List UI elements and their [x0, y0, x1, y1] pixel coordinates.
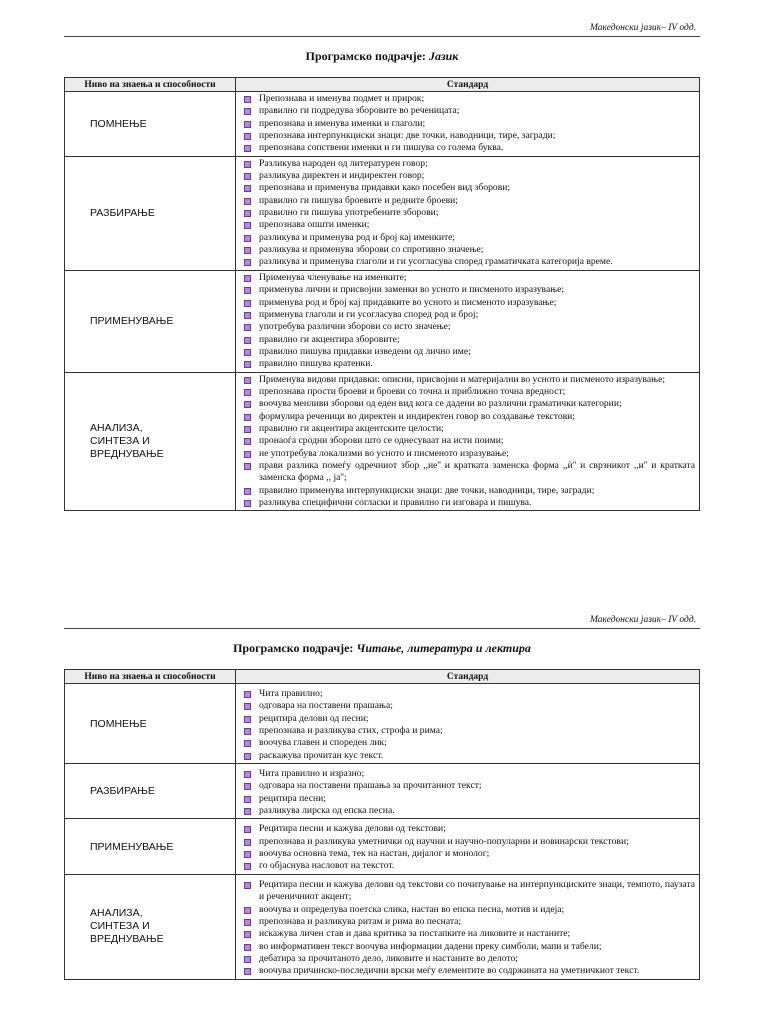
running-header: Македонски јазик– IV одд.	[590, 615, 696, 625]
bullet-icon	[244, 463, 251, 470]
standard-list	[242, 93, 695, 155]
bullet-icon	[244, 826, 251, 833]
bullet-icon	[244, 198, 251, 205]
list-item	[242, 780, 695, 792]
list-item-text: Применува видови придавки: описни, присвојни и материјални во усното и писменото изразување;	[259, 373, 665, 385]
list-item	[242, 928, 695, 940]
list-item-text: разликува и применува род и број кај именките;	[259, 231, 456, 243]
list-item	[242, 904, 695, 916]
list-item-text: не употребува локализми во усното и писменото изразување;	[259, 447, 509, 459]
bullet-icon	[244, 944, 251, 951]
bullet-icon	[244, 108, 251, 115]
list-item-text: препознава сопствени именки и ги пишува со голема буква.	[259, 142, 504, 154]
list-item	[242, 916, 695, 928]
bullet-icon	[244, 247, 251, 254]
level-label: ПРИМЕНУВАЊЕ	[90, 840, 174, 853]
bullet-icon	[244, 808, 251, 815]
list-item-text: применува глаголи и ги усогласува според род и број;	[259, 308, 479, 320]
list-item	[242, 374, 695, 386]
list-item	[242, 398, 695, 410]
list-item	[242, 941, 695, 953]
list-item-text: дебатира за прочитаното дело, ликовите и настаните во делото;	[259, 952, 518, 964]
bullet-icon	[244, 414, 251, 421]
list-item	[242, 358, 695, 370]
title-prefix: Програмско подрачје:	[305, 49, 429, 63]
list-item	[242, 346, 695, 358]
standard-cell	[236, 874, 700, 979]
level-label: РАЗБИРАЊЕ	[90, 785, 155, 798]
list-item-text: го објаснува насловот на текстот.	[259, 860, 395, 872]
standard-cell	[236, 764, 700, 819]
table-row	[65, 92, 700, 157]
bullet-icon	[244, 968, 251, 975]
list-item	[242, 713, 695, 725]
list-item-text: правилно пишува кратенки.	[259, 358, 373, 370]
section-title	[64, 49, 700, 64]
list-item	[242, 142, 695, 154]
bullet-icon	[244, 451, 251, 458]
table-row	[65, 270, 700, 372]
standard-list	[242, 768, 695, 817]
list-item-text: пронаоѓа сродни зборови што се однесуваат на исти поими;	[259, 435, 504, 447]
level-cell	[65, 270, 236, 372]
list-item-text: одговара на поставени прашања;	[259, 700, 393, 712]
title-subject: Читање, литература и лектира	[356, 641, 531, 655]
column-header-standard: Стандард	[236, 78, 700, 92]
level-label: АНАЛИЗА, СИНТЕЗА И ВРЕДНУВАЊЕ	[90, 907, 164, 946]
bullet-icon	[244, 740, 251, 747]
list-item-text: разликува директен и индиректен говор;	[259, 170, 425, 182]
title-prefix: Програмско подрачје:	[233, 641, 357, 655]
bullet-icon	[244, 259, 251, 266]
list-item	[242, 118, 695, 130]
bullet-icon	[244, 783, 251, 790]
list-item-text: воочува причинско-последични врски меѓу елементите во содржината на уметничкиот текст.	[259, 965, 640, 977]
bullet-icon	[244, 956, 251, 963]
level-cell	[65, 874, 236, 979]
list-item	[242, 688, 695, 700]
level-label: АНАЛИЗА, СИНТЕЗА И ВРЕДНУВАЊЕ	[90, 421, 164, 460]
list-item	[242, 309, 695, 321]
list-item	[242, 953, 695, 965]
list-item	[242, 497, 695, 509]
table-row	[65, 372, 700, 511]
list-item-text: прави разлика помеѓу одречниот збор ,,не'' и кратката заменска форма ,,ѝ'' и сврзникот ,,и'' и кратката заменска форма ,, ја'';	[259, 459, 695, 484]
list-item-text: препознава и применува придавки како посебен вид зборови;	[259, 182, 511, 194]
list-item-text: препознава општи именки;	[259, 219, 370, 231]
level-label: ПОМНЕЊЕ	[90, 717, 147, 730]
bullet-icon	[244, 796, 251, 803]
list-item	[242, 793, 695, 805]
list-item	[242, 836, 695, 848]
standard-cell	[236, 684, 700, 764]
list-item-text: Рецитира песни и кажува делови од текстови;	[259, 823, 446, 835]
list-item	[242, 93, 695, 105]
standards-table	[64, 77, 700, 511]
bullet-icon	[244, 488, 251, 495]
running-header: Македонски јазик– IV одд.	[590, 23, 696, 33]
list-item-text: во информативен текст воочува информации дадени преку симболи, мапи и табели;	[259, 940, 602, 952]
list-item-text: употребува различни зборови со исто значење;	[259, 321, 451, 333]
bullet-icon	[244, 185, 251, 192]
page-2	[64, 614, 700, 980]
level-label: РАЗБИРАЊЕ	[90, 207, 155, 220]
list-item-text: воочува менливи зборови од еден вид кога се дадени во различни граматички категории;	[259, 398, 622, 410]
list-item-text: правилно ги пишува броевите и редните броеви;	[259, 194, 458, 206]
table-row	[65, 874, 700, 979]
level-label: ПРИМЕНУВАЊЕ	[90, 315, 174, 328]
list-item-text: разликува лирска од епска песна.	[259, 805, 395, 817]
column-header-standard: Стандард	[236, 670, 700, 684]
list-item	[242, 460, 695, 485]
list-item	[242, 170, 695, 182]
list-item	[242, 272, 695, 284]
list-item	[242, 823, 695, 835]
header-rule	[64, 628, 700, 629]
list-item	[242, 805, 695, 817]
list-item-text: Чита правилно;	[259, 688, 323, 699]
bullet-icon	[244, 324, 251, 331]
list-item	[242, 195, 695, 207]
bullet-icon	[244, 931, 251, 938]
bullet-icon	[244, 851, 251, 858]
list-item-text: препознава и разликува стих, строфа и рима;	[259, 725, 443, 737]
standard-list	[242, 823, 695, 872]
bullet-icon	[244, 389, 251, 396]
bullet-icon	[244, 771, 251, 778]
table-row	[65, 819, 700, 874]
list-item	[242, 284, 695, 296]
list-item	[242, 725, 695, 737]
table-row	[65, 764, 700, 819]
list-item	[242, 256, 695, 268]
level-label: ПОМНЕЊЕ	[90, 117, 147, 130]
list-item	[242, 423, 695, 435]
level-cell	[65, 819, 236, 874]
bullet-icon	[244, 222, 251, 229]
bullet-icon	[244, 337, 251, 344]
list-item	[242, 768, 695, 780]
list-item	[242, 105, 695, 117]
list-item-text: препознава и именува именки и глаголи;	[259, 117, 426, 129]
standard-list	[242, 374, 695, 510]
list-item-text: применува лични и присвојни заменки во усното и писменото изразување;	[259, 284, 565, 296]
level-cell	[65, 764, 236, 819]
standard-cell	[236, 156, 700, 270]
list-item-text: препознава интерпункциски знаци: две точки, наводници, тире, загради;	[259, 130, 556, 142]
list-item	[242, 130, 695, 142]
column-header-level: Ниво на знаења и способности	[65, 670, 236, 684]
standard-list	[242, 879, 695, 978]
bullet-icon	[244, 426, 251, 433]
list-item	[242, 750, 695, 762]
list-item	[242, 860, 695, 872]
bullet-icon	[244, 401, 251, 408]
standard-list	[242, 158, 695, 269]
standard-cell	[236, 92, 700, 157]
list-item-text: разликува и применува зборови со спротивно значење;	[259, 244, 484, 256]
list-item	[242, 232, 695, 244]
list-item	[242, 485, 695, 497]
list-item-text: рецитира делови од песни;	[259, 712, 369, 724]
standard-list	[242, 688, 695, 762]
standard-cell	[236, 270, 700, 372]
list-item	[242, 737, 695, 749]
table-row	[65, 684, 700, 764]
bullet-icon	[244, 907, 251, 914]
table-body	[65, 92, 700, 511]
bullet-icon	[244, 121, 251, 128]
list-item-text: Рецитира песни и кажува делови од текстови со почитување на интерпункциските знаци, темпото, паузата и реченичниот акцент;	[259, 878, 695, 903]
bullet-icon	[244, 275, 251, 282]
section-title	[64, 641, 700, 656]
list-item-text: применува род и број кај придавките во усното и писменото изразување;	[259, 296, 557, 308]
bullet-icon	[244, 361, 251, 368]
bullet-icon	[244, 377, 251, 384]
bullet-icon	[244, 839, 251, 846]
standards-table	[64, 669, 700, 980]
level-cell	[65, 684, 236, 764]
list-item-text: правилно ги пишува употребените зборови;	[259, 207, 439, 219]
list-item-text: Разликува народен од литературен говор;	[259, 157, 428, 169]
bullet-icon	[244, 133, 251, 140]
list-item-text: препознава и разликува ритам и рима во песната;	[259, 915, 462, 927]
list-item-text: правилно ги подредува зборовите во реченицата;	[259, 105, 460, 117]
list-item-text: Применува членување на именките;	[259, 271, 407, 283]
bullet-icon	[244, 691, 251, 698]
list-item-text: воочува главен и спореден лик;	[259, 737, 387, 749]
list-item-text: препознава прости броеви и броеви со точна и приближно точна вредност;	[259, 385, 566, 397]
bullet-icon	[244, 919, 251, 926]
list-item	[242, 411, 695, 423]
list-item	[242, 207, 695, 219]
list-item	[242, 334, 695, 346]
list-item-text: формулира реченици во директен и индиректен говор во создавање текстови;	[259, 410, 575, 422]
bullet-icon	[244, 500, 251, 507]
list-item-text: правилно ги акцентира акцентските целости;	[259, 422, 444, 434]
header-rule	[64, 36, 700, 37]
level-cell	[65, 372, 236, 511]
list-item	[242, 448, 695, 460]
bullet-icon	[244, 753, 251, 760]
list-item-text: разликува специфични согласки и правилно ги изговара и пишува.	[259, 497, 532, 508]
bullet-icon	[244, 438, 251, 445]
list-item-text: разликува и применува глаголи и ги усогласува според граматичката категорија време.	[259, 256, 613, 268]
bullet-icon	[244, 882, 251, 889]
table-row	[65, 156, 700, 270]
list-item	[242, 321, 695, 333]
list-item-text: рецитира песни;	[259, 792, 326, 804]
list-item-text: воочува основна тема, тек на настан, дијалог и монолог;	[259, 848, 490, 860]
list-item-text: раскажува прочитан кус текст.	[259, 749, 384, 761]
bullet-icon	[244, 349, 251, 356]
bullet-icon	[244, 96, 251, 103]
list-item-text: препознава и разликува уметнички од научни и научно-популарни и новинарски текстови;	[259, 835, 629, 847]
level-cell	[65, 156, 236, 270]
column-header-level: Ниво на знаења и способности	[65, 78, 236, 92]
list-item-text: правилно пишува придавки изведени од лично име;	[259, 345, 471, 357]
bullet-icon	[244, 235, 251, 242]
list-item-text: правилно применува интерпункциски знаци: две точки, наводници, тире, загради;	[259, 484, 595, 496]
list-item	[242, 158, 695, 170]
list-item-text: Препознава и именува подмет и прирок;	[259, 93, 425, 104]
list-item-text: Чита правилно и изразно;	[259, 768, 365, 780]
list-item	[242, 297, 695, 309]
level-cell	[65, 92, 236, 157]
list-item	[242, 219, 695, 231]
list-item-text: искажува личен став и дава критика за постапките на ликовите и настаните;	[259, 928, 571, 940]
list-item	[242, 244, 695, 256]
bullet-icon	[244, 287, 251, 294]
bullet-icon	[244, 716, 251, 723]
bullet-icon	[244, 161, 251, 168]
standard-list	[242, 272, 695, 371]
list-item	[242, 965, 695, 977]
bullet-icon	[244, 728, 251, 735]
list-item	[242, 386, 695, 398]
bullet-icon	[244, 145, 251, 152]
bullet-icon	[244, 703, 251, 710]
list-item	[242, 879, 695, 904]
bullet-icon	[244, 210, 251, 217]
table-body	[65, 684, 700, 980]
bullet-icon	[244, 173, 251, 180]
list-item-text: одговара на поставени прашања за прочитаниот текст;	[259, 780, 482, 792]
list-item	[242, 700, 695, 712]
standard-cell	[236, 372, 700, 511]
list-item	[242, 435, 695, 447]
list-item-text: воочува и определува поетска слика, настан во епска песна, мотив и идеја;	[259, 903, 565, 915]
title-subject: Јазик	[428, 49, 459, 63]
bullet-icon	[244, 863, 251, 870]
bullet-icon	[244, 300, 251, 307]
bullet-icon	[244, 312, 251, 319]
list-item-text: правилно ги акцентира зборовите;	[259, 333, 400, 345]
page-1	[64, 22, 700, 511]
standard-cell	[236, 819, 700, 874]
list-item	[242, 182, 695, 194]
list-item	[242, 848, 695, 860]
